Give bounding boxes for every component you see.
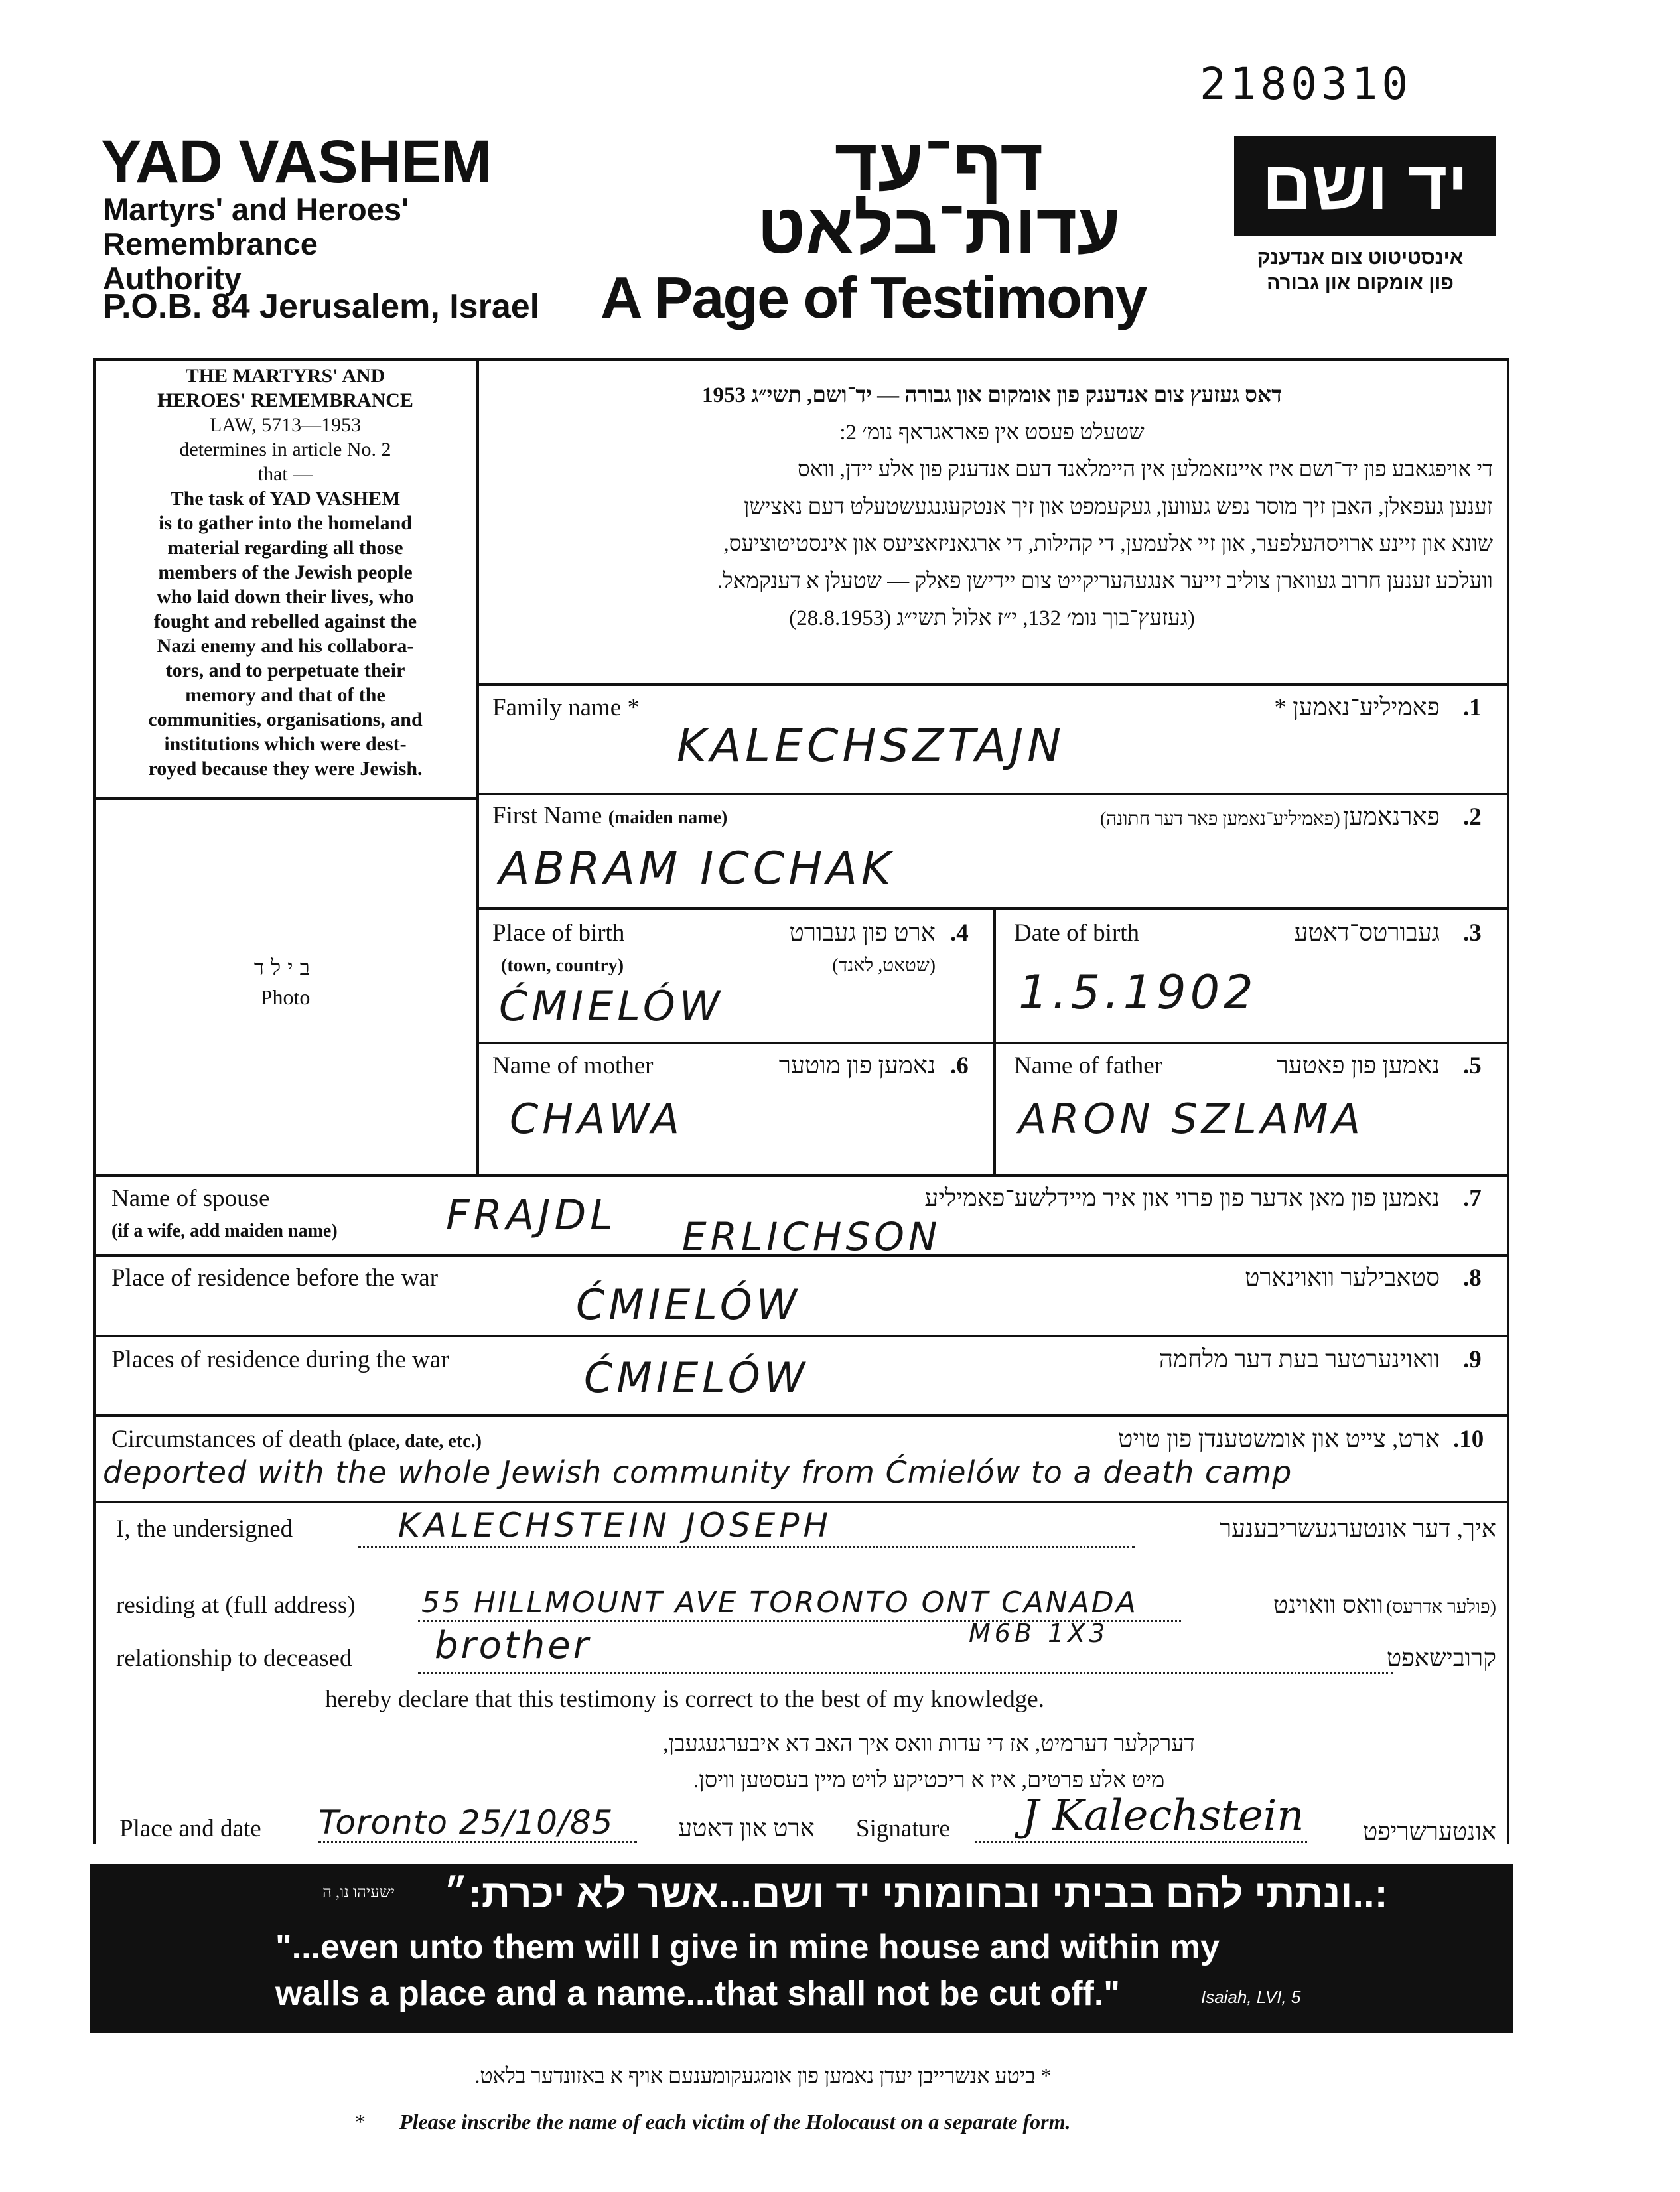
first-name-label-text: First Name <box>492 802 602 829</box>
law-line: HEROES' REMEMBRANCE <box>157 389 413 411</box>
field-number-7: .7 <box>1463 1185 1482 1212</box>
yad-vashem-logo: יד ושם <box>1234 136 1496 236</box>
law-box <box>100 364 471 781</box>
place-of-birth-label: Place of birth <box>492 920 625 947</box>
law-line: that — <box>257 463 313 485</box>
photo-area <box>100 955 471 1010</box>
circumstances-value: deported with the whole Jewish community from Ćmielów to a death camp <box>103 1454 1293 1490</box>
circumstances-heb-label: ארט, צייט און אומשטענדן פון טויט <box>1118 1426 1440 1453</box>
undersigned-underline <box>358 1546 1135 1548</box>
hebrew-title-2: עדות־בלאט <box>757 190 1121 268</box>
mother-name-label: Name of mother <box>492 1052 654 1079</box>
spouse-name-label: Name of spouse <box>111 1185 270 1212</box>
banner-hebrew-ref: ישעיהו נו, ה <box>322 1884 395 1901</box>
field-number-9: .9 <box>1463 1346 1482 1373</box>
family-name-heb-label: פאמיליע־נאמען * <box>1274 694 1440 721</box>
declaration-heb-1: דערקלער דערמיט, אז די עדות וואס איך האב דא איבערגעגעבן, <box>663 1732 1195 1756</box>
residence-before-war-value: ĆMIELÓW <box>576 1280 801 1329</box>
relationship-value: brother <box>435 1624 591 1667</box>
law-line: royed because they were Jewish. <box>148 758 423 780</box>
banner-reference: Isaiah, LVI, 5 <box>1201 1987 1301 2007</box>
spouse-name-heb-label: נאמען פון מאן אדער פון פרוי און איר מיידלשע־פאמיליע <box>924 1185 1440 1212</box>
spouse-first-name-value: FRAJDL <box>446 1191 617 1239</box>
org-title: YAD VASHEM <box>101 128 492 196</box>
page-title: A Page of Testimony <box>600 265 1147 330</box>
place-date-label: Place and date <box>119 1815 261 1842</box>
law-line: fought and rebelled against the <box>153 610 417 632</box>
field-number-5: .5 <box>1463 1052 1482 1079</box>
father-name-heb-label: נאמען פון פאטער <box>1276 1052 1440 1079</box>
residing-heb-small: (פולער אדרעס) <box>1386 1597 1496 1617</box>
logo-subtitle-2: פון אומקום און גבורה <box>1267 272 1454 294</box>
relationship-heb-label: קרובישאפט <box>1386 1645 1496 1672</box>
postal-code-value: M6B 1X3 <box>969 1619 1109 1648</box>
org-line: Authority <box>103 261 242 296</box>
first-name-heb-small: (פאמיליע־נאמען פאר דער חתונה) <box>1099 809 1340 829</box>
mother-name-value: CHAWA <box>510 1095 683 1143</box>
first-name-value: ABRAM ICCHAK <box>499 843 895 895</box>
family-name-value: KALECHSZTAJN <box>677 720 1066 772</box>
law-line: is to gather into the homeland <box>159 512 412 534</box>
field-number-3: .3 <box>1463 920 1482 947</box>
date-of-birth-value: 1.5.1902 <box>1018 965 1257 1020</box>
org-line: Martyrs' and Heroes' <box>103 192 409 227</box>
banner-english-line2: walls a place and a name...that shall not be cut off." <box>275 1974 1120 2013</box>
first-name-heb-text: פארנאמען <box>1342 803 1440 831</box>
residence-during-war-value: ĆMIELÓW <box>584 1353 809 1402</box>
father-name-label: Name of father <box>1014 1052 1162 1079</box>
undersigned-label: I, the undersigned <box>116 1515 293 1542</box>
field-number-8: .8 <box>1463 1265 1482 1292</box>
date-of-birth-heb-label: געבורטס־דאטע <box>1294 920 1440 947</box>
signature-label: Signature <box>856 1815 950 1842</box>
first-name-label <box>492 801 727 830</box>
circumstances-label-sub: (place, date, etc.) <box>348 1431 482 1452</box>
signature-underline <box>975 1841 1307 1843</box>
residing-heb-label <box>1181 1591 1496 1619</box>
law-line: determines in article No. 2 <box>179 439 391 460</box>
residence-during-war-label: Places of residence during the war <box>111 1346 449 1373</box>
logo-subtitle-1: אינסטיטוט צום אנדענק <box>1257 247 1464 269</box>
footer-english-note: Please inscribe the name of each victim of the Holocaust on a separate form. <box>399 2110 1071 2134</box>
residence-during-war-heb-label: וואוינערטער בעת דער מלחמה <box>1158 1346 1440 1373</box>
field-number-4: .4 <box>950 920 969 947</box>
photo-heb-label: בילד <box>253 955 317 979</box>
quote-banner <box>90 1864 1513 2033</box>
law-line: LAW, 5713—1953 <box>209 414 362 436</box>
place-of-birth-sub: (town, country) <box>501 955 624 976</box>
signature-value: J Kalechstein <box>1022 1791 1304 1840</box>
law-line: communities, organisations, and <box>148 709 423 730</box>
place-of-birth-value: ĆMIELÓW <box>499 982 724 1030</box>
banner-hebrew-quote: :..ונתתי להם בביתי ובחומותי יד ושם...אשר לא יכרת:״ <box>443 1872 1388 1916</box>
banner-english-line1: "...even unto them will I give in mine house and within my <box>275 1928 1220 1966</box>
undersigned-heb-label: איך, דער אונטערגעשריבענער <box>1219 1515 1496 1542</box>
place-of-birth-heb-sub: (שטאט, לאנד) <box>832 955 936 976</box>
hebrew-law-text <box>491 377 1493 637</box>
place-date-heb-label: ארט און דאטע <box>678 1815 815 1842</box>
relationship-label: relationship to deceased <box>116 1645 352 1672</box>
circumstances-label-text: Circumstances of death <box>111 1426 342 1453</box>
place-date-value: Toronto 25/10/85 <box>318 1803 614 1842</box>
residence-before-war-label: Place of residence before the war <box>111 1265 439 1292</box>
org-line: Remembrance <box>103 226 318 261</box>
date-of-birth-label: Date of birth <box>1014 920 1140 947</box>
field-number-6: .6 <box>950 1052 969 1079</box>
law-line: memory and that of the <box>185 684 385 706</box>
place-of-birth-heb-label: ארט פון געבורט <box>789 920 936 947</box>
family-name-label: Family name * <box>492 694 640 721</box>
declaration-heb-2: מיט אלע פרטים, איז א ריכטיקע לויט מיין בעסטען וויסן. <box>693 1768 1165 1793</box>
hebrew-law-line: שונא און זיינע ארויסהעלפער, און זיי אלעמען, די קהילות, די ארגאניזאציעס און אינסטיטוציעס, <box>723 532 1493 556</box>
law-line: THE MARTYRS' AND <box>185 365 385 387</box>
residing-label: residing at (full address) <box>116 1592 356 1619</box>
law-line: material regarding all those <box>167 537 403 559</box>
hebrew-law-line: שטעלט פעסט אין פאראגראף נומ׳ 2: <box>839 421 1145 445</box>
footer-hebrew-note: * ביטע אנשרייבן יעדן נאמען פון אומגעקומענעם אויף א באזונדער בלאט. <box>474 2063 1052 2087</box>
org-address: P.O.B. 84 Jerusalem, Israel <box>103 287 540 326</box>
hebrew-law-line: זענען געפאלן, האבן זיך מוסר נפש געווען, געקעמפט און זיך אנטקעגנגעשטעלט דעם נאצישן <box>744 495 1493 519</box>
photo-label: Photo <box>260 985 311 1009</box>
spouse-maiden-name-value: ERLICHSON <box>682 1214 942 1259</box>
relationship-underline <box>418 1672 1393 1674</box>
hebrew-law-line: (געזעץ־בוך נומ׳ 132, י״ז אלול תשי״ג (28.8.1953) <box>789 606 1195 630</box>
law-line: who laid down their lives, who <box>157 586 414 608</box>
first-name-heb-label <box>916 803 1440 831</box>
field-number-10: .10 <box>1453 1426 1484 1453</box>
law-line: The task of YAD VASHEM <box>170 488 401 510</box>
spouse-name-sub: (if a wife, add maiden name) <box>111 1221 338 1241</box>
hebrew-title-1: דף־עד <box>834 123 1044 206</box>
field-number-2: .2 <box>1463 803 1482 831</box>
residence-before-war-heb-label: סטאבילער וואוינארט <box>1245 1265 1440 1292</box>
law-line: members of the Jewish people <box>158 561 413 583</box>
hebrew-law-line: וועלכע זענען חרוב געווארן צוליב זייער אנגעהעריקייט צום יידישן פאלק — שטעלן א דענקמאל. <box>717 569 1493 593</box>
hebrew-law-line: דאס געזעץ צום אנדענק פון אומקום און גבורה — יד־ושם, תשי״ג 1953 <box>702 383 1282 407</box>
org-subtitle <box>103 192 409 296</box>
residing-heb-text: וואס וואוינט <box>1273 1592 1384 1619</box>
circumstances-label <box>111 1425 482 1454</box>
father-name-value: ARON SZLAMA <box>1018 1095 1365 1143</box>
law-line: tors, and to perpetuate their <box>165 659 405 681</box>
field-number-1: .1 <box>1463 694 1482 721</box>
undersigned-value: KALECHSTEIN JOSEPH <box>398 1506 833 1544</box>
footer-asterisk: * <box>355 2110 366 2134</box>
first-name-label-small: (maiden name) <box>608 807 728 828</box>
declaration-text: hereby declare that this testimony is correct to the best of my knowledge. <box>325 1686 1044 1713</box>
mother-name-heb-label: נאמען פון מוטער <box>778 1052 936 1079</box>
document-number: 2180310 <box>1200 58 1413 109</box>
law-line: Nazi enemy and his collabora- <box>157 635 414 657</box>
residing-value: 55 HILLMOUNT AVE TORONTO ONT CANADA <box>421 1586 1138 1619</box>
law-line: institutions which were dest- <box>164 733 407 755</box>
hebrew-law-line: די אויפגאבע פון יד־ושם איז איינזאמלען אין היימלאנד דעם אנדענק פון אלע יידן, וואס <box>797 458 1493 482</box>
signature-heb-label: אונטערשריפט <box>1363 1818 1496 1846</box>
